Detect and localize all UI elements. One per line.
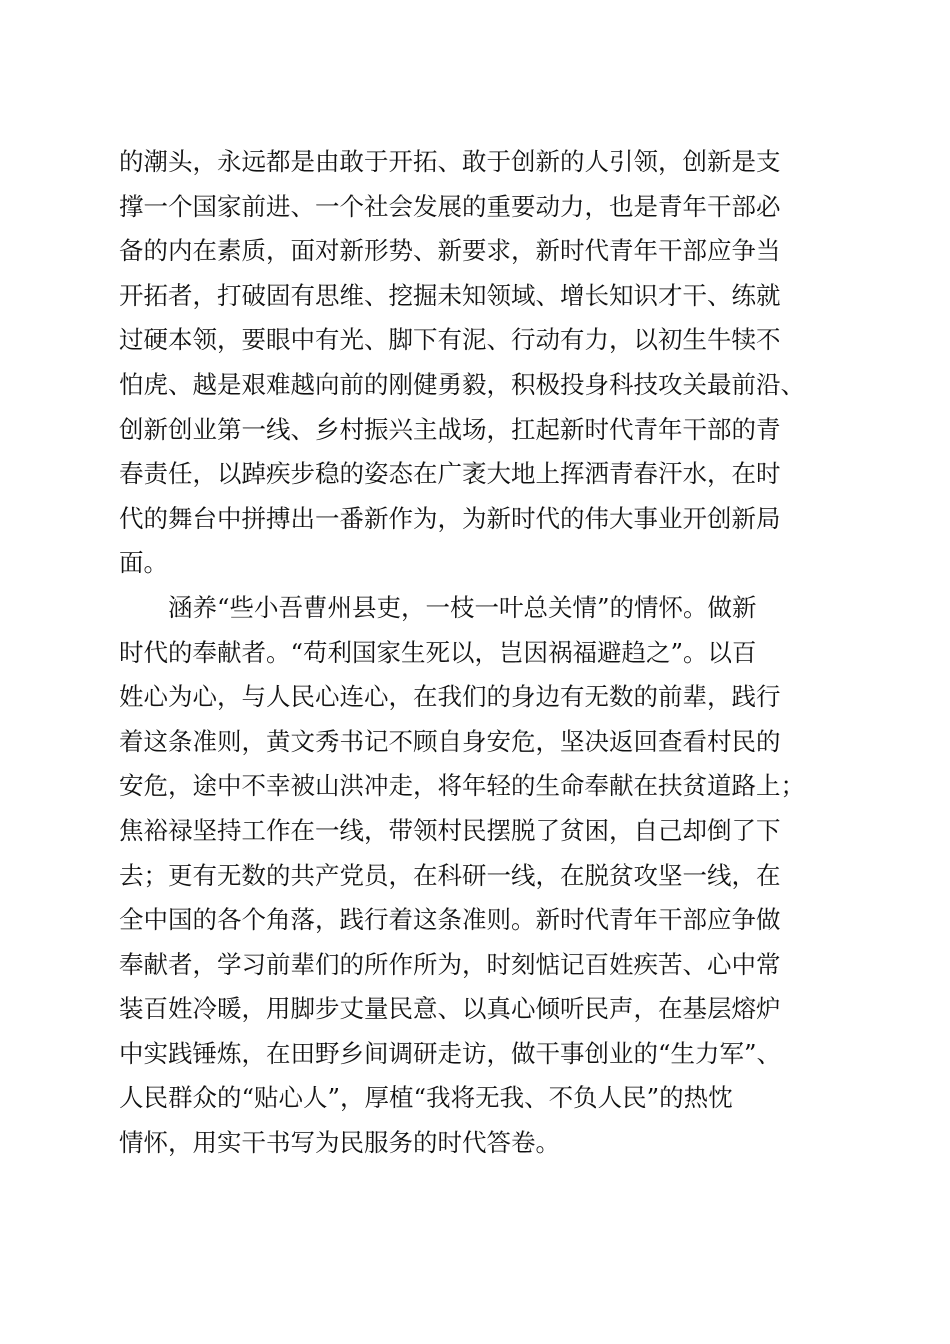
text-line: 时代的奉献者。“苟利国家生死以，岂因祸福避趋之”。以百 bbox=[119, 637, 757, 667]
text-line: 撑一个国家前进、一个社会发展的重要动力，也是青年干部必 bbox=[119, 191, 781, 221]
text-line: 中实践锤炼，在田野乡间调研走访，做干事创业的“生力军”、 bbox=[119, 1038, 782, 1068]
text-line: 的潮头，永远都是由敢于开拓、敢于创新的人引领，创新是支 bbox=[119, 147, 781, 176]
text-line: 安危，途中不幸被山洪冲走，将年轻的生命奉献在扶贫道路上； bbox=[119, 771, 805, 801]
text-line: 着这条准则，黄文秀书记不顾自身安危，坚决返回查看村民的 bbox=[119, 726, 781, 756]
text-line: 全中国的各个角落，践行着这条准则。新时代青年干部应争做 bbox=[119, 905, 781, 935]
text-line: 焦裕禄坚持工作在一线，带领村民摆脱了贫困，自己却倒了下 bbox=[119, 815, 781, 845]
text-line: 姓心为心，与人民心连心，在我们的身边有无数的前辈，践行 bbox=[119, 682, 781, 712]
text-line: 创新创业第一线、乡村振兴主战场，扛起新时代青年干部的青 bbox=[119, 414, 781, 444]
text-line: 装百姓冷暖，用脚步丈量民意、以真心倾听民声，在基层熔炉 bbox=[119, 994, 781, 1024]
text-line: 备的内在素质，面对新形势、新要求，新时代青年干部应争当 bbox=[119, 236, 781, 266]
text-line: 面。 bbox=[119, 548, 168, 578]
text-line: 人民群众的“贴心人”，厚植“我将无我、不负人民”的热忱 bbox=[119, 1083, 733, 1113]
text-line: 过硬本领，要眼中有光、脚下有泥、行动有力，以初生牛犊不 bbox=[119, 325, 781, 355]
body-text bbox=[119, 140, 839, 1166]
text-line: 开拓者，打破固有思维、挖掘未知领域、增长知识才干、练就 bbox=[119, 280, 781, 310]
text-line: 奉献者，学习前辈们的所作所为，时刻惦记百姓疾苦、心中常 bbox=[119, 949, 781, 979]
text-line: 怕虎、越是艰难越向前的刚健勇毅，积极投身科技攻关最前沿、 bbox=[119, 369, 805, 399]
text-line: 春责任，以踔疾步稳的姿态在广袤大地上挥洒青春汗水，在时 bbox=[119, 459, 781, 489]
text-line: 代的舞台中拼搏出一番新作为，为新时代的伟大事业开创新局 bbox=[119, 503, 781, 533]
paragraph-first-line: 涵养“些小吾曹州县吏，一枝一叶总关情”的情怀。做新 bbox=[168, 592, 757, 622]
text-line: 情怀，用实干书写为民服务的时代答卷。 bbox=[119, 1128, 560, 1158]
text-line: 去；更有无数的共产党员，在科研一线，在脱贫攻坚一线，在 bbox=[119, 860, 781, 890]
